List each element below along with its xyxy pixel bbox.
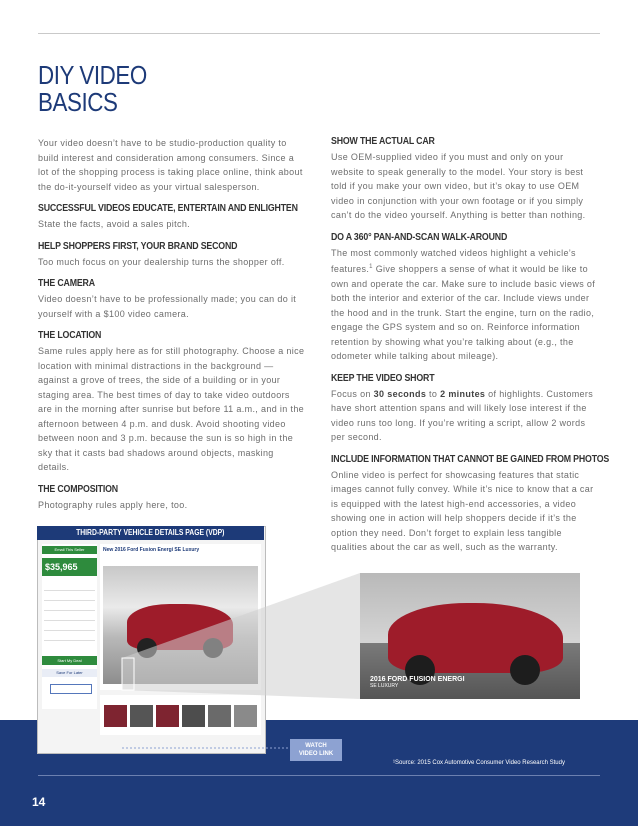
section-heading: INCLUDE INFORMATION THAT CANNOT BE GAINED FROM PHOTOS: [331, 453, 610, 465]
form-row: [44, 594, 95, 601]
vdp-label: [37, 526, 264, 540]
form-row: [44, 604, 95, 611]
watch-line-1: WATCH: [305, 743, 327, 749]
footnote: ¹Source: 2015 Cox Automotive Consumer Video Research Study: [393, 760, 565, 766]
form-row: [44, 614, 95, 621]
section-camera: [38, 278, 306, 321]
vdp-screenshot: [37, 526, 266, 754]
wheel: [510, 655, 540, 685]
vdp-car-title: New 2016 Ford Fusion Energi SE Luxury: [103, 547, 200, 553]
footer-rule: [38, 775, 600, 776]
page-title: [38, 62, 147, 116]
watch-line-2: VIDEO LINK: [298, 751, 334, 757]
section-info: [331, 453, 610, 555]
thumbnail[interactable]: [130, 705, 153, 727]
body-part: Focus on: [331, 388, 374, 399]
body-part: to: [426, 388, 441, 399]
section-heading: HELP SHOPPERS FIRST, YOUR BRAND SECOND: [38, 240, 238, 252]
right-column: [331, 136, 610, 564]
thumbnail[interactable]: [208, 705, 231, 727]
body-part: The most commonly watched videos highlight a vehicle’s features.: [331, 247, 576, 274]
section-short: [331, 373, 599, 445]
thumbnail[interactable]: [156, 705, 179, 727]
email-seller-button[interactable]: Email This Seller: [42, 546, 97, 554]
video-caption-sub: SE LUXURY: [370, 683, 399, 689]
section-shoppers-first: [38, 241, 306, 270]
form-row: [44, 624, 95, 631]
page-number: 14: [32, 795, 46, 809]
section-body: [331, 387, 599, 445]
thumbnail[interactable]: [234, 705, 257, 727]
section-heading: THE CAMERA: [38, 278, 95, 289]
intro-text: Your video doesn’t have to be studio-production quality to build interest and consideration among consumers. Since a lot of the shopping process is taking place online, think about the do-it-yourself video as your virtual salesperson.: [38, 138, 303, 192]
price-tag: $35,965: [42, 558, 97, 576]
section-body: Same rules apply here as for still photography. Choose a nice location with minimal distractions in the background — against a grove of trees, the side of a building or in your staging area. The best times of day to take video outdoors are in the morning after sunrise but before 11 a.m., and in the afternoon between 4 p.m. and dusk. Avoid shooting video between noon and 3 p.m. because the sun is so high in the sky that it casts bad shadows around objects, masking details.: [38, 346, 305, 472]
section-actual-car: [331, 136, 599, 223]
vdp-label-text: THIRD-PARTY VEHICLE DETAILS PAGE (VDP): [76, 528, 225, 537]
title-line-1: DIY VIDEO: [38, 60, 147, 90]
section-body: Use OEM-supplied video if you must and only on your website to speak generally to the model. Your story is best told if you make your own video, but it’s okay to use OEM video in conjunction with your own footage or if you simply can’t do the video yourself. Anything is better than nothing.: [331, 152, 586, 220]
left-column: [38, 136, 306, 521]
save-for-later[interactable]: Save For Later: [42, 669, 97, 677]
intro-section: [38, 136, 306, 194]
section-body: State the facts, avoid a sales pitch.: [38, 219, 191, 229]
emphasis: 30 seconds: [373, 388, 427, 399]
car-photo: [103, 566, 258, 684]
video-caption-title: 2016 FORD FUSION ENERGI: [370, 676, 465, 683]
thumbnail[interactable]: [182, 705, 205, 727]
section-body: [331, 246, 599, 364]
thumbnail[interactable]: [104, 705, 127, 727]
form-row: [44, 634, 95, 641]
section-heading: KEEP THE VIDEO SHORT: [331, 372, 435, 384]
wheel: [137, 638, 157, 658]
vdp-sidebar: [42, 544, 97, 709]
section-educate: [38, 203, 306, 232]
section-body: Photography rules apply here, too.: [38, 499, 188, 510]
watch-video-button[interactable]: [290, 739, 342, 761]
body-part: Give shoppers a sense of what it would be like to own and operate the car. Make sure to include basic views of both the interior and exterior of the car. Include views under the hood and in the trunk. Start the engine, turn on the radio, engage the GPS system and so on. Reinforce information retention by showing what you’re talking about (e.g., the odometer while talking about mileage).: [331, 264, 596, 361]
section-heading: SHOW THE ACTUAL CAR: [331, 136, 435, 147]
section-heading: THE LOCATION: [38, 330, 102, 341]
section-pan-scan: [331, 232, 599, 364]
section-body: Too much focus on your dealership turns the shopper off.: [38, 256, 285, 267]
title-line-2: BASICS: [38, 87, 118, 117]
section-heading: SUCCESSFUL VIDEOS EDUCATE, ENTERTAIN AND ENLIGHTEN: [38, 203, 298, 214]
section-composition: [38, 484, 306, 513]
vdp-main: [100, 544, 261, 690]
body-part: of highlights. Customers have short attention spans and will likely lose interest if the video runs too long. If you’re writing a script, allow 2 words per second.: [331, 388, 594, 442]
thumbnail-strip: [100, 695, 261, 735]
section-heading: THE COMPOSITION: [38, 483, 118, 495]
emphasis: 2 minutes: [440, 388, 486, 399]
footnote-marker: 1: [369, 264, 373, 270]
top-rule: [38, 33, 600, 34]
wheel: [203, 638, 223, 658]
section-heading: DO A 360° PAN-AND-SCAN WALK-AROUND: [331, 231, 508, 243]
section-location: [38, 330, 306, 475]
section-body: Video doesn’t have to be professionally made; you can do it yourself with a $100 video camera.: [38, 294, 297, 319]
badge-logo: [50, 684, 92, 694]
video-still[interactable]: [360, 573, 580, 699]
video-caption: [370, 676, 465, 689]
section-body: Online video is perfect for showcasing features that static images cannot fully convey. While it’s nice to know that a car is equipped with the latest high-end accessories, a video showing one in action will help shoppers decide if it’s the option they need. Don’t forget to explain less tangible qualities about the car as well, such as the warranty.: [331, 469, 594, 552]
form-row: [44, 584, 95, 591]
start-deal-button[interactable]: Start My Deal: [42, 656, 97, 665]
